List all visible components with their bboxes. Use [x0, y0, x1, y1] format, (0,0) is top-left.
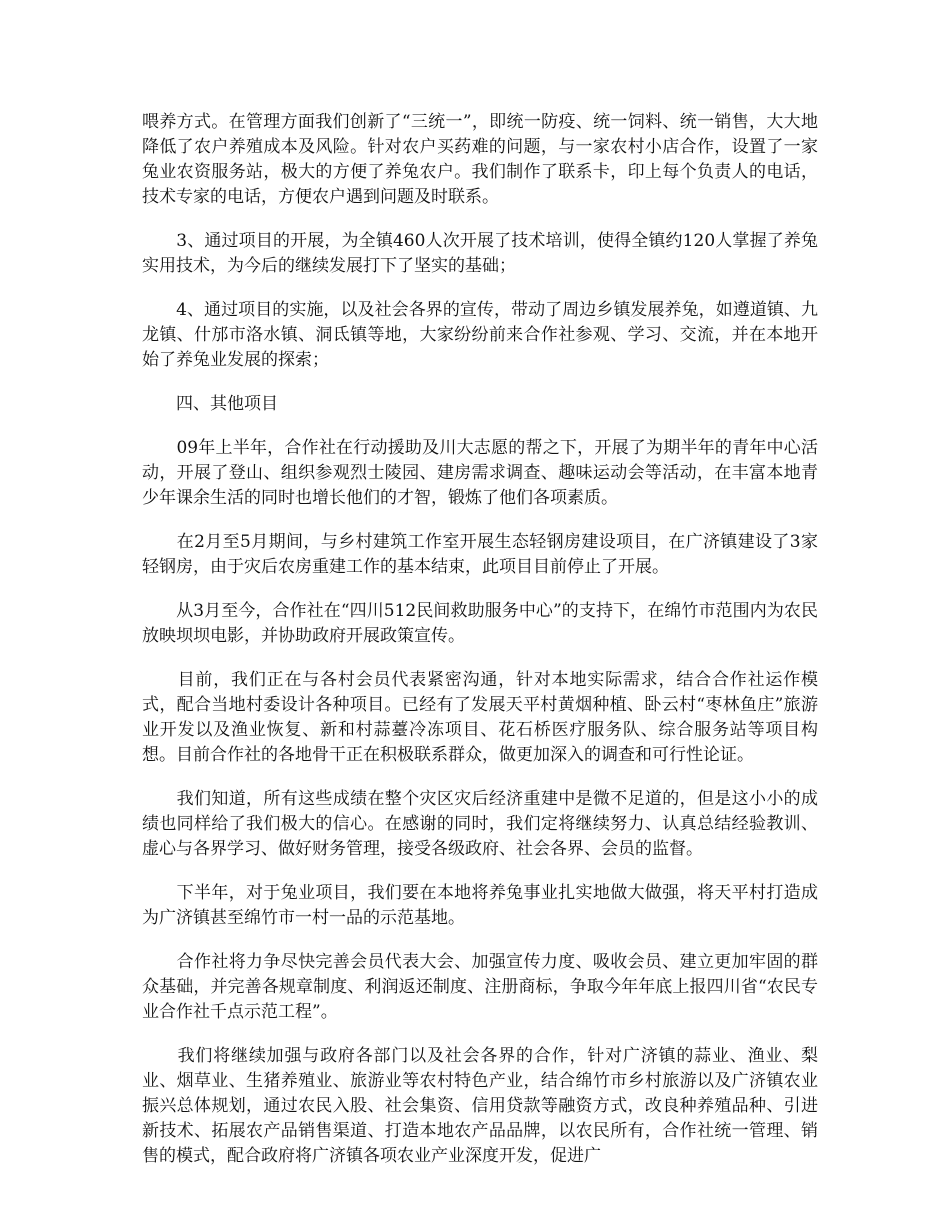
- paragraph-cooperation-plan: 我们将继续加强与政府各部门以及社会各界的合作，针对广济镇的蒜业、渔业、梨业、烟草业、生猪养殖业、旅游业等农村特色产业，结合绵竹市乡村旅游以及广济镇农业振兴总体规划，通过农民入股、社会集资、信用贷款等融资方式，改良种养殖品种、引进新技术、拓展农产品销售渠道、打造本地农产品品牌，以农民所有，合作社统一管理、销售的模式，配合政府将广济镇各项农业产业深度开发，促进广: [142, 1046, 818, 1166]
- paragraph-current-work: 目前，我们正在与各村会员代表紧密沟通，针对本地实际需求，结合合作社运作模式，配合当地村委设计各种项目。已经有了发展天平村黄烟种植、卧云村“枣林鱼庄”旅游业开发以及渔业恢复、新和村蒜薹冷冻项目、花石桥医疗服务队、综合服务站等项目构想。目前合作社的各地骨干正在积极联系群众，做更加深入的调查和可行性论证。: [142, 670, 818, 765]
- paragraph-achievements: 我们知道，所有这些成绩在整个灾区灾后经济重建中是微不足道的，但是这小小的成绩也同样给了我们极大的信心。在感谢的同时，我们定将继续努力、认真总结经验教训、虚心与各界学习、做好财务管理，接受各级政府、社会各界、会员的监督。: [142, 789, 818, 859]
- paragraph-item-4-promotion: 4、通过项目的实施，以及社会各界的宣传，带动了周边乡镇发展养兔，如遵道镇、九龙镇、什邡市洛水镇、洞氐镇等地，大家纷纷前来合作社参观、学习、交流，并在本地开始了养兔业发展的探索；: [142, 300, 818, 370]
- paragraph-light-steel-houses: 在2月至5月期间，与乡村建筑工作室开展生态轻钢房建设项目，在广济镇建设了3家轻钢房，由于灾后农房重建工作的基本结束，此项目目前停止了开展。: [142, 532, 818, 577]
- paragraph-cooperative-goals: 合作社将力争尽快完善会员代表大会、加强宣传力度、吸收会员、建立更加牢固的群众基础，并完善各规章制度、利润返还制度、注册商标，争取今年年底上报四川省“农民专业合作社千点示范工程”。: [142, 952, 818, 1022]
- paragraph-feeding-management: 喂养方式。在管理方面我们创新了“三统一”，即统一防疫、统一饲料、统一销售，大大地降低了农户养殖成本及风险。针对农户买药难的问题，与一家农村小店合作，设置了一家兔业农资服务站，极大的方便了养兔农户。我们制作了联系卡，印上每个负责人的电话，技术专家的电话，方便农户遇到问题及时联系。: [142, 112, 818, 207]
- paragraph-film-screening: 从3月至今，合作社在“四川512民间救助服务中心”的支持下，在绵竹市范围内为农民放映坝坝电影，并协助政府开展政策宣传。: [142, 601, 818, 646]
- paragraph-item-3-training: 3、通过项目的开展，为全镇460人次开展了技术培训，使得全镇约120人掌握了养兔实用技术，为今后的继续发展打下了坚实的基础；: [142, 231, 818, 276]
- document-body: [142, 110, 818, 1188]
- paragraph-second-half-rabbit: 下半年，对于兔业项目，我们要在本地将养兔事业扎实地做大做强，将天平村打造成为广济镇甚至绵竹市一村一品的示范基地。: [142, 883, 818, 928]
- paragraph-youth-center: 09年上半年，合作社在行动援助及川大志愿的帮之下，开展了为期半年的青年中心活动，开展了登山、组织参观烈士陵园、建房需求调查、趣味运动会等活动，在丰富本地青少年课余生活的同时也增长他们的才智，锻炼了他们各项素质。: [142, 438, 818, 508]
- section-heading-other-projects: 四、其他项目: [142, 394, 278, 414]
